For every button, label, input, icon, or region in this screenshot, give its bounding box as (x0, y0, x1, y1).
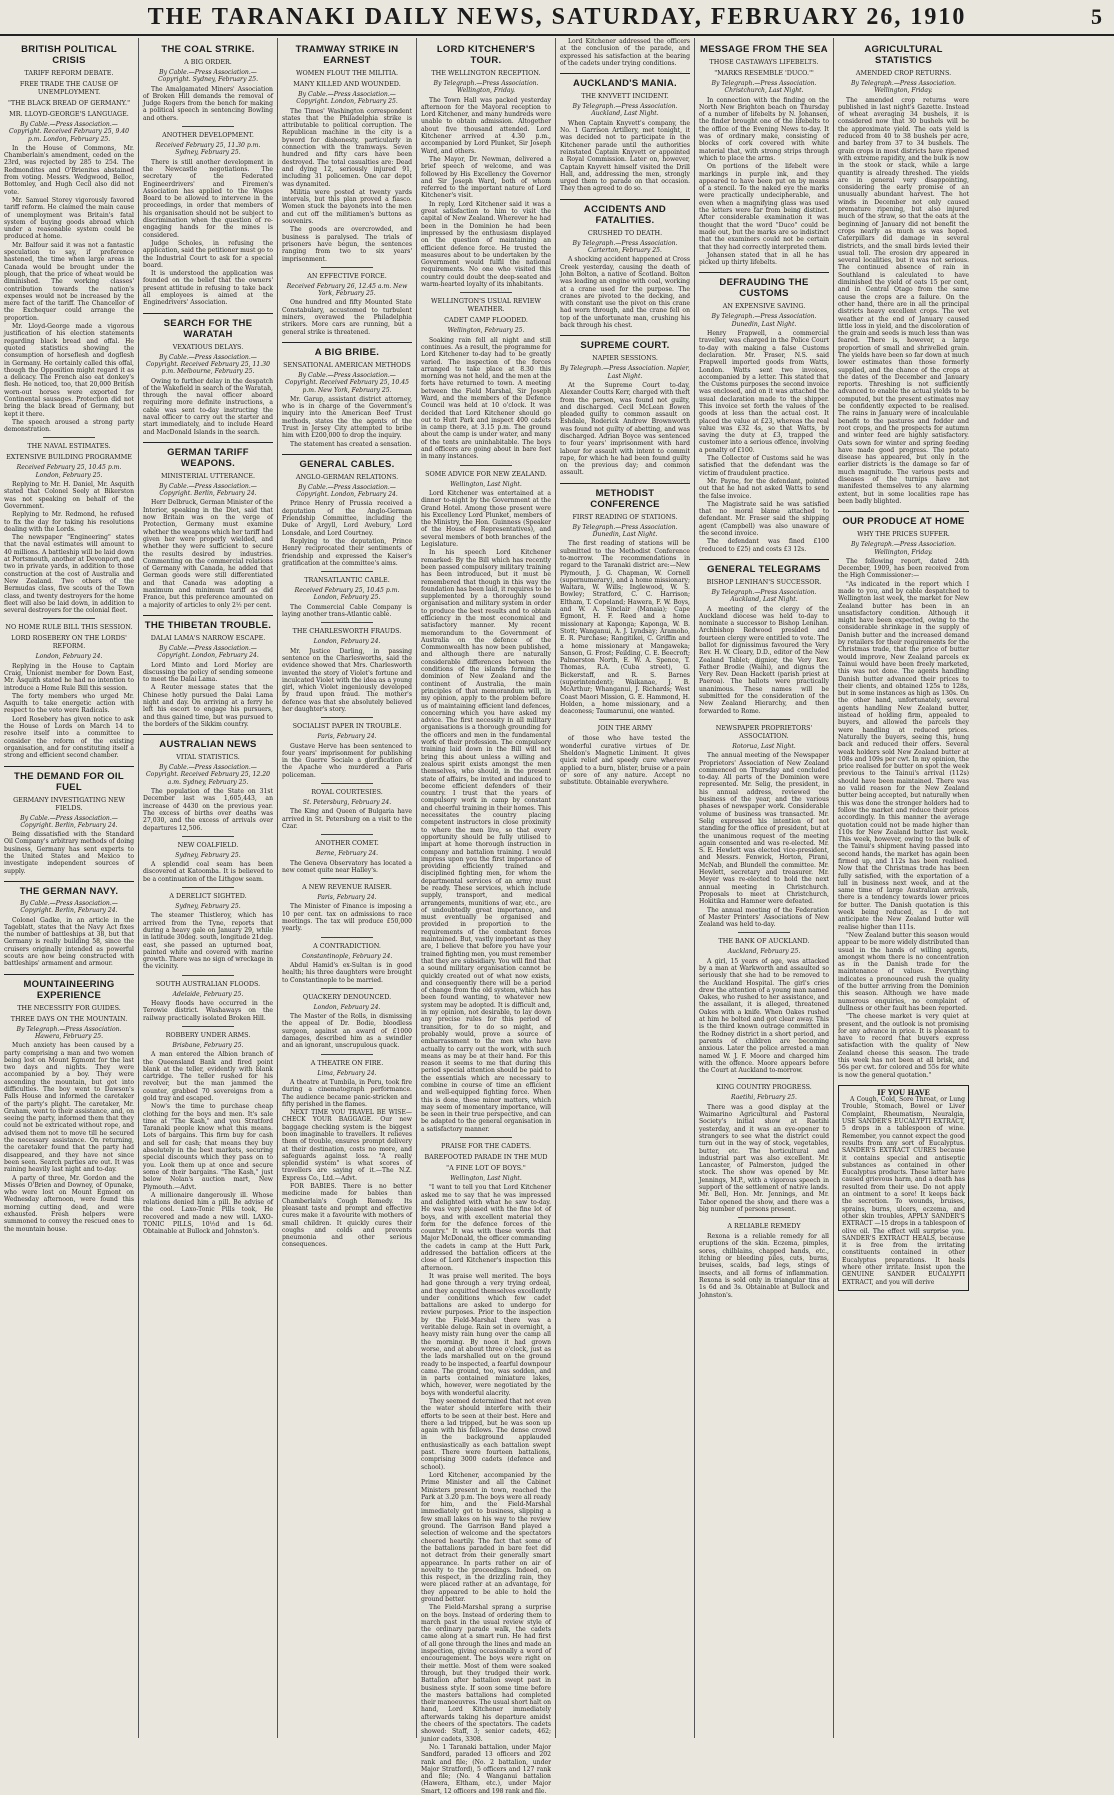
article-byline: By Telegraph.—Press Association. Christchurch, Last Night. (711, 80, 817, 95)
article-paragraph: The Commercial Cable Company is laying another trans-Atlantic cable. (282, 603, 412, 619)
article-byline: By Telegraph.—Press Association. Wellington, Friday. (851, 80, 956, 95)
article-subheading: ANOTHER DEVELOPMENT. (162, 131, 254, 140)
article-subheading: NAPIER SESSIONS. (592, 354, 658, 363)
article-headline: GERMAN TARIFF WEAPONS. (143, 442, 273, 469)
article-headline: TRAMWAY STRIKE IN EARNEST (295, 44, 399, 66)
article-paragraph: The Minister of Finance is imposing a 10 per cent. tax on admissions to race meetings. The tax will produce £50,000 yearly. (282, 903, 412, 933)
article-paragraph: Prince Henry of Prussia received a deputation of the Anglo-German Friendship Committee, including the Duke of Argyll, Lord Avebury, Lord Lonsdale, and Lord Courtney. (282, 500, 412, 537)
article-headline: AGRICULTURAL STATISTICS (864, 44, 943, 66)
article-subheading: SOCIALIST PAPER IN TROUBLE. (292, 722, 402, 731)
article (560, 38, 690, 67)
section-rule (738, 932, 790, 933)
article-byline: London, February 24. (313, 1003, 381, 1011)
section-rule (43, 437, 95, 438)
article-subheading: THE WELLINGTON RECEPTION. (431, 69, 541, 77)
article-byline: Constantinople, February 24. (301, 952, 393, 960)
article-paragraph: The Mayor, Dr. Newman, delivered a brief speech of welcome, and was followed by His Excellency the Governor and Sir Joseph Ward, both of whom referred to the important nature of Lord Kitchener's visit. (421, 155, 551, 200)
article-subheading: "MARKS RESEMBLE 'DUCO.'" (714, 69, 814, 77)
article-subheading: SOUTH AUSTRALIAN FLOODS. (155, 979, 261, 988)
article (282, 622, 412, 713)
article-subheading: NEW COALFIELD. (177, 840, 239, 849)
article-subheading: FIRST READING OF STATIONS. (572, 512, 678, 521)
article-paragraph: FOR BABIES. There is no better medicine made for babies than Chamberlain's Cough Remedy. Its pleasant taste and prompt and effective cures make it a favourite with mothers of small children. It quickly cures their coughs and colds and prevents pneumonia and other serious consequences. (282, 1183, 412, 1249)
article-byline: Paris, February 24. (317, 894, 377, 902)
article-paragraph: Mr. Payne, for the defendant, pointed out that he had not asked Watts to send the false invoice. (699, 477, 829, 500)
article (282, 267, 412, 336)
article-subheading: LORD ROSEBERY ON THE LORDS' REFORM. (11, 634, 127, 651)
article-paragraph: At the Supreme Court to-day, Alexander Coutts Kerr, charged with theft from the person, was found not guilty, and discharged. Cecil McLean Bowen pleaded guilty to common assault on Eshdale, Roderick Andrew Brownworth was found not guilty of abetting, and was discharged. Adrian Boyce was sentenced to four years' imprisonment with hard labour for assault with intent to commit rape, for which he had been found guilty on the previous day; and common assault. (560, 381, 690, 477)
article-paragraph: Lord Rosebery has given notice to ask the House of Lords on March 14 to resolve itself into a committee to consider the reform of the existing organisation, and for constituting itself a strong and efficient second chamber. (4, 715, 134, 760)
article-byline: Wellington, Last Night. (450, 1175, 522, 1183)
article-byline: Received February 25, 10.45 p.m. London, February 25. (294, 587, 400, 602)
page-number: 5 (1091, 4, 1104, 29)
article-subheading: A CONTRADICTION. (313, 941, 381, 950)
article-paragraph: Henry Frapwell, a commercial traveller, was charged in the Police Court to-day with making a false Customs declaration. Mr. Fraser, N.S. said Frapwell imported goods from Watts, London. Watts sent two invoices, accompanied by a letter. This stated that the Customs purposes the second invoice was enclosed, and on it was attached the usual declaration made to the shipper. This invoice set forth the values of the goods at less than the actual cost. It placed the value at £23, whereas the real value was £32 4s, so that Watts, by saving the duty at £3, trapped the customer into a serious offence, involving a penalty of £100. (699, 330, 829, 454)
article (560, 335, 690, 476)
section-rule (321, 834, 373, 835)
article (421, 44, 551, 288)
article-byline: Received February 26, 12.45 a.m. New York, February 25. (286, 282, 408, 298)
article-paragraph: The Times' Washington correspondent states that the Philadelphia strike is attributable to political corruption. The Republican machine in the city is a byword for dishonesty, particularly in connection with the tramways. Seven hundred and fifty cars have been destroyed. The total casualties are: Dead and dying 12, seriously injured 91, including 31 policemen. One car depot was dynamited. (282, 107, 412, 188)
article (699, 44, 829, 266)
article (282, 454, 412, 567)
article-paragraph: The Amalgamated Miners' Association of Broken Hill demands the removal of Judge Rogers from the bench for making a political speech in sentencing Bowling and others. (143, 85, 273, 122)
article-headline: THE GERMAN NAVY. (4, 881, 134, 897)
article-headline: ACCIDENTS AND FATALITIES. (560, 199, 690, 226)
article (560, 483, 690, 716)
article-subheading: KING COUNTRY PROGRESS. (716, 1083, 812, 1092)
article-paragraph: On portions of the lifebelt were markings in purple ink, and they appeared to have been put on by means of a stencil. To the naked eye the marks were practically undecipherable, and even when a magnifying glass was used the letters were far from being distinct. After considerable examination it was thought that the word "Duco" could be made out, but the marks are so indistinct that the examiners could not be certain that they had correctly interpreted them. (699, 163, 829, 251)
article-subheading: WELLINGTON'S USUAL REVIEW WEATHER. (431, 297, 541, 314)
article-byline: By Telegraph.—Press Association. Dunedin, Last Night. (572, 523, 678, 539)
article (699, 1078, 829, 1213)
article-paragraph: "I want to tell you that Lord Kitchener asked me to say that he was impressed and delighted with what he saw to-day. He was very pleased with the fine lot of boys, and with excellent material they form for the defence forces of the country." It was with these words that Major McDonald, the officer commanding the cadets in camp at the Hutt Park, addressed the battalion officers at the close of Lord Kitchener's inspection this afternoon. (421, 1184, 551, 1272)
article-subheading: WOMEN FLOUT THE MILITIA. (295, 69, 399, 77)
article-paragraph: NEXT TIME YOU TRAVEL BE WISE—CHECK YOUR BAGGAGE. Our new baggage checking system is the biggest boon imaginable to travellers. It relieves them of trouble, ensures prompt delivery at their destination, costs no more, and safeguards against loss. "A really splendid system" is what scores of travellers are saying of it.—The N.Z. Express Co., Ltd.—Advt. (282, 1109, 412, 1182)
article (143, 615, 273, 728)
article-byline: By Cable.—Press Association.—Copyright. Berlin, February 24. (159, 482, 257, 498)
article-paragraph: The statement has created a sensation. (290, 440, 412, 448)
section-rule (738, 1078, 790, 1079)
article-byline: By Cable.—Press Association.—Copyright. Received February 25, 11.30 p.m. Melbourne, February 25. (146, 353, 270, 376)
article-subheading: ANGLO-GERMAN RELATIONS. (295, 472, 399, 481)
article-byline: By Cable.—Press Association.—Copyright. Received February 25, 10.45 p.m. New York, February 25. (285, 371, 409, 394)
article-byline: By Cable.—Press Association.—Copyright. Berlin, February 24. (20, 814, 118, 829)
article (560, 199, 690, 330)
article-subheading: FREE TRADE THE CAUSE OF UNEMPLOYMENT. (19, 80, 119, 96)
section-rule (599, 719, 651, 720)
advertisement (838, 1085, 969, 1291)
article-subheading: ROYAL COURTESIES. (311, 788, 383, 797)
article-subheading: THE CHARLESWORTH FRAUDS. (292, 627, 402, 636)
article (838, 44, 969, 505)
article-paragraph: Colonel Gadke, in an article in the Tageblatt, states that the Navy Act fixes the number of battleships at 38, but that Germany is really building 58, since the cruisers originally intended as powerful scouts are now being constructed with battleships' armament and armour. (4, 916, 134, 968)
advertisement-heading: IF YOU HAVE (877, 1087, 930, 1097)
column-7 (834, 38, 973, 1738)
article-subheading: SENSATIONAL AMERICAN METHODS (283, 360, 411, 369)
section-rule (182, 887, 234, 888)
article-paragraph: A theatre at Tumbila, in Peru, took fire during a cinematograph performance. The audience became panic-stricken and fifty perished in the flames. (282, 1078, 412, 1108)
article-byline: By Telegraph.—Press Association. Dunedin, Last Night. (711, 313, 817, 328)
article-byline: By Telegraph.—Press Association. Hawera, February 25. (16, 1025, 122, 1040)
article-paragraph: The newspaper "Engineering" states that the naval estimates will amount to 40 millions. A battleship will be laid down at Portsmouth, another at Devonport, and two in private yards, in addition to those construction at the cost of Australia and New Zealand. Two others of the Bermudas class, five scouts of the Town class, and twenty destroyers for the home fleet will also be laid down, in addition to several destroyers for the colonial fleet. (4, 534, 134, 615)
article-byline: London, February 24. (313, 638, 381, 646)
article-headline: AUSTRALIAN NEWS (143, 734, 273, 750)
article-paragraph: They seemed determined that not even the water should interfere with their efforts to be seen at their best. Here and there a lad tripped, but he was soon up again with his fellows. The dense crowd in the background applauded enthusiastically as each battalion swept past. There were fourteen battalions, comprising 3000 cadets (defence and school). (421, 1397, 551, 1471)
article-subheading: AMENDED CROP RETURNS. (855, 69, 952, 77)
article-paragraph: The forty members who urged Mr. Asquith to take energetic action with respect to the veto were Radicals. (4, 692, 134, 715)
article-subheading: TARIFF REFORM DEBATE. (24, 69, 114, 77)
article (282, 937, 412, 984)
section-rule (321, 878, 373, 879)
section-rule (321, 571, 373, 572)
article-paragraph: In reply, Lord Kitchener said it was a great satisfaction to him to visit the capital of New Zealand. Wherever he had been in the Dominion he had been impressed by the enthusiasm displayed on the question of maintaining an efficient defence force. He trusted the measures about to be undertaken by the Government would fulfil the national requirements. No one who visited this country could doubt the deep-seated and warm-hearted loyalty of its inhabitants. (421, 200, 551, 289)
section-rule (460, 1137, 512, 1138)
article-headline: BRITISH POLITICAL CRISIS (21, 44, 117, 66)
article-headline: THE COAL STRIKE. (161, 44, 255, 55)
article-paragraph: A shocking accident happened at Cross Creek yesterday, causing the death of John Bolton, a native of Scotland. Bolton was leading an engine with coal, working at a crane used for the purpose. The cranes are pivoted to the decking, and with constant use the pivot on this crane had worn through, and the crane fell on top of the unfortunate man, crushing his back through his chest. (560, 256, 690, 330)
article-headline: DEFRAUDING THE CUSTOMS (699, 272, 829, 299)
article-paragraph: Being dissatisfied with the Standard Oil Company's arbitrary methods of doing business, Germany has sent experts to the United States and Mexico to investigate independent sources of supply. (4, 831, 134, 875)
article-paragraph: Mr. Samuel Storey vigorously favored tariff reform. He claimed the main cause of unemployment was Britain's fatal system of buying goods abroad which under a reasonable system could be produced at home. (4, 196, 134, 241)
article-paragraph: Lord Kitchener, accompanied by the Prime Minister and all the Cabinet Ministers present in town, reached the Park at 3.20 p.m. The boys were all ready for him, and the Field-Marshal immediately got to business, slipping a few small lakes on his way to the review ground. The Garrison Band played a selection of welcome and the spectators cheered heartily. The fact that some of the battalions paraded in bare feet did not detract from their generally smart appearance. In parts rather on air of novelty to the proceedings. Indeed, on this respect, in the drizzling rain, they were placed rather at an advantage, for they appeared to be able to hold the ground better. (421, 1471, 551, 1603)
article-paragraph: There is still another development in the Newcastle negotiations. The secretary of the Federated Engineerdrivers' and Firemen's Association has applied to the Wages Board to be allowed to intervene in the proceedings, in order that members of his organisation should not be subject to discrimination when the question of re-engaging hands for the mines is considered. (143, 158, 273, 239)
article-byline: By Cable.—Press Association.—Copyright. London, February 24. (296, 483, 398, 499)
article-paragraph: Johansen stated that in all he has picked up thirty lifebelts. (699, 251, 829, 267)
article-paragraph: The steamer Thistleroy, which has arrived from the Tyne, reports that during a heavy gale on January 29, while in latitude 30deg. south, longitude 21deg. east, she passed an upturned boat, painted white and covered with marine growth. There was no sign of wreckage in the vicinity. (143, 912, 273, 971)
article-subheading: TRANSATLANTIC CABLE. (304, 576, 390, 585)
column-2 (139, 38, 278, 1738)
article (699, 272, 829, 553)
article-subheading: QUACKERY DENOUNCED. (302, 992, 392, 1001)
article-headline: OUR PRODUCE AT HOME (838, 511, 969, 527)
article-paragraph: Replying in the House to Captain Craig, Unionist member for Down East, Mr. Asquith stated he had no intention to introduce a Home Rule Bill this session. (4, 662, 134, 692)
article-paragraph: Lord Minto and Lord Morley are discussing the policy of sending someone to meet the Dalai Lama. (143, 661, 273, 684)
column-1 (0, 38, 139, 1738)
article-paragraph: The Master of the Rolls, in dismissing the appeal of Dr. Bodie, bloodless surgeon, against an award of £1000 damages, described him as a swindler and an ignorant, unscrupulous quack. (282, 1013, 412, 1050)
article-subheading: A DERELICT SIGHTED. (169, 892, 247, 901)
article-subheading: A RELIABLE REMEDY (727, 1222, 801, 1231)
article-headline: MOUNTAINEERING EXPERIENCE (4, 974, 134, 1001)
article-paragraph: Much anxiety has been caused by a party comprising a man and two women being lost on Mount Egmont for the last two days and nights. They were accompanied by a boy. They were ascending the mountain, but got into difficulties. The boy went to Dawson's Falls House and informed the caretaker of the party's plight. The caretaker, Mr. Graham, went to their assistance, and, on seeing the party, informed them that they could not be extricated without rope, and advised them not to move till he secured the necessary assistance. On returning, the caretaker found that the party had disappeared, and they have not since been seen. Search parties are out. It was raining heavily last night and to-day. (4, 1042, 134, 1174)
article-byline: Sydney, February 25. (175, 851, 241, 859)
article (282, 1054, 412, 1249)
article (4, 437, 134, 614)
article-paragraph: Replying to Mr. Redmond, he refused to fix the day for taking his resolutions dealing with the Lords. (4, 511, 134, 533)
article-paragraph: Mr. Garup, assistant district attorney, who is in charge of the Government's inquiry into the American Beef Trust methods, states the the agents of the Trust in Jersey City attempted to bribe him with £200,000 to drop the inquiry. (282, 395, 412, 440)
article-subheading: THE BANK OF AUCKLAND. (718, 937, 810, 946)
article-subheading: THE KNYVETT INCIDENT. (581, 92, 669, 101)
article (560, 73, 690, 193)
article-subheading: GERMANY INVESTIGATING NEW FIELDS. (13, 795, 125, 812)
article (143, 442, 273, 609)
section-rule (182, 126, 234, 127)
article-subheading: THREE DAYS ON THE MOUNTAIN. (10, 1014, 128, 1023)
column-4 (417, 38, 556, 1795)
article (4, 881, 134, 968)
section-rule (738, 719, 790, 720)
article-paragraph: In the House of Commons, Mr. Chamberlain's amendment, ceded on the 23rd, was rejected by 285 to 254. The Redmondites and O'Brienites abstained from voting. Messrs. Wedgwood, Belloc, Bottomley, and Hugh Cecil also did not vote. (4, 144, 134, 196)
article-byline: By Telegraph.—Press Association. Wellington, Friday. (433, 80, 539, 95)
article-headline: SEARCH FOR THE WARATAH (143, 313, 273, 340)
article-headline: MESSAGE FROM THE SEA (700, 44, 828, 55)
article (143, 1026, 273, 1236)
section-rule (182, 1026, 234, 1027)
article-paragraph: The population of the State on 31st December last was 1,605,443, an increase of 4430 on the previous year. The excess of births over deaths was 27,030, and the excess of arrivals over departures 12,506. (143, 788, 273, 832)
article-subheading: PRAISE FOR THE CADETS. (440, 1142, 532, 1151)
article-subheading: VEXATIOUS DELAYS. (172, 342, 244, 351)
article-subheading: SOME ADVICE FOR NEW ZEALAND. (425, 469, 547, 478)
masthead-title: THE TARANAKI DAILY NEWS, SATURDAY, FEBRUARY 26, 1910 (147, 3, 967, 30)
article (4, 766, 134, 875)
article (421, 292, 551, 460)
article-paragraph: The King and Queen of Bulgaria have arrived in St. Petersburg on a visit to the Czar. (282, 808, 412, 830)
article-paragraph: A man entered the Albion branch of the Queensland Bank and fired point blank at the teller, evidently with blank cartridge. The teller rushed for his revolver, but the man jammed the counter, grabbed 70 sovereigns from a gold tray and escaped. (143, 1051, 273, 1102)
article-paragraph: It is understood the application was founded on the belief that the owners' present attitude in refusing to take back all employees is aimed at the Enginedrivers' Association. (143, 270, 273, 307)
article-paragraph: The first reading of stations will be submitted to the Methodist Conference to-morrow. The recommendations in regard to the Taranaki district are:—New Plymouth, J. G. Chapman, W. Cornell (supernumerary), and a home missionary; Waitara, W. Wills; Inglewood, W. S. Bowley; Stratford, C. C. Harrison; Eltham, T. Copeland; Hawera, F. W. Boys, and W. A. Sinclair (Manaia); Cape Egmont, H. F. Reed and a home missionary at Kaponga; Kaponga, W. B. Stott; Wanganui, A. J. Lyndsay; Aramoho, E. R. Purchase; Rangitikei, C. Griffin and a home missionary at Mangaweka; Sanson, G. Frost; Feilding, C. E. Beecroft; Palmerston North, E. W. A. Spence, T. Thomas, R.A. (Cuba street), G. Bickerstaff, and R. S. Barnes (superintendent); Waikanae, J. B. McArthur; Whanganui, J. Richards; West Coast Maori Mission, G. E. Hammond, H. Holden, a home missionary, and a deaconess; Taumarunui, one wanted. (560, 540, 690, 716)
article-paragraph: When Captain Knyvett's company, the No. 1 Garrison Artillery, met tonight, it was decided not to participate in the Kitchener parade until the authorities reinstated Captain Knyvett or appointed a Royal Commission. Later on, however, Captain Knyvett himself visited the Drill Hall, and, addressing the men, strongly urged them to parade on that occasion. They then agreed to do so. (560, 119, 690, 193)
article (4, 44, 134, 433)
article-paragraph: A girl, 15 years of age, was attacked by a man at Warkworth and assaulted so seriously that she had to be removed to the Auckland Hospital. The girl's cries drew the attention of a young man named Oakes, who rushed to her assistance, and the assailant, it is alleged, threatened Oakes with a knife. When Oakes rushed at him he bolted and got clear away. This is the third known outrage committed in the Rodney district in a short period, and parents of children are becoming anxious. Later the police arrested a man named W. J. F. Moore and charged him with the offence. Moore appears before the Court at Auckland to-morrow. (699, 957, 829, 1075)
article-subheading: A NEW REVENUE RAISER. (302, 883, 392, 892)
article-headline: LORD KITCHENER'S TOUR. (436, 44, 536, 66)
article (282, 988, 412, 1050)
article-paragraph: Replying to Mr. H. Daniel, Mr. Asquith stated that Colonel Seely at Bikerston was not speaking on behalf of the Government. (4, 481, 134, 510)
article-subheading: DALAI LAMA'S NARROW ESCAPE. (150, 633, 266, 642)
article-byline: By Cable.—Press Association.—Copyright. Received February 25, 12.20 a.m. Sydney, February 25. (146, 764, 270, 786)
article-byline: Lima, February 24. (317, 1069, 377, 1077)
article-byline: Berne, February 24. (315, 850, 379, 858)
article-byline: Wellington, Last Night. (450, 480, 522, 488)
article (4, 618, 134, 759)
article-paragraph: Militia were posted at twenty yards intervals, but this plan proved a fiasco. Women stuck the bayonets into the men and cut off the militiamen's buttons as souvenirs. (282, 188, 412, 226)
article-headline: GENERAL CABLES. (282, 454, 412, 470)
article-paragraph: It was praise well merited. The boys had gone through a very trying ordeal, and they acquitted themselves excellently under conditions which few cadet battalions are asked to undergo for review purposes. Prior to the inspection by the Field-Marshal there was a veritable deluge. Rain set in overnight, a heavy misty rain hung over the camp all the morning. By noon it had grown worse, and at about three o'clock, just as the lads marshalled out on the ground ready to be inspected, a fearful downpour came. The ground, too, was sodden, and in parts contained miniature lakes, which, however, were negotiated by the boys with wonderful alacrity. (421, 1272, 551, 1397)
article-paragraph: Owing to further delay in the despatch of the Wakefield in search of the Waratah, through the naval officer aboard requiring more definite instructions, a cable was sent to-day instructing the naval officer to carry out the starter and start immediately, and to include Heard and MacDonald Islands in the search. (143, 377, 273, 436)
article (699, 1217, 829, 1299)
article-paragraph: A Reuter message states that the Chinese hotly pursued the Dalai Lama night and day. On arriving at a ferry he left his escort to engage his pursuers, and thus gained time, but was pursued to the borders of the Sikkim country. (143, 684, 273, 728)
article-paragraph: Mr. Balfour said it was not a fantastic speculation to say, if preference hastened, the time when large areas in Canada would be brought under the plough, that the price of wheat would be diminished. The working classes' contribution towards the nation's expenses would not be increased by the mere fact of the tariff. The Chancellor of the Exchequer could arrange the proportion. (4, 241, 134, 322)
article (282, 834, 412, 874)
article-byline: By Telegraph.—Press Association. Auckland, Last Night. (572, 103, 678, 118)
article-paragraph: "As indicated in the report which I made to you, and by cable despatched to Wellington last week, the market for New Zealand butter has been in an unsatisfactory condition. Although it might have been expected, owing to the considerable shrinkage in the supply of Danish butter and the increased demand by retailers for their requirements for the Christmas trade, that the price of butter would improve, New Zealand parcels ex Tainui would have been freely marketed, this was not done. The agents handling Danish butter advanced their prices to their clients, and obtained 125s to 128s, but in some instances as high as 130s. On the other hand, unfortunately, several agents handling New Zealand butter, instead of holding firm, appealed to buyers, and allowed the parcels they were handling at reduced prices. Naturally the buyers, seeing this, hung back and reduced their offers. Several weak holders sold New Zealand butter at 108s and 109s per cwt. In my opinion, the price realised for butter on spot the week previous to the Tainui's arrival (112s) should have been maintained. There was no valid reason for the New Zealand butter being accepted, but naturally when this was done the stronger holders had to follow the market and reduce their prices accordingly. In this manner the average quotation could not be made higher than 110s for New Zealand butter last week. This week, however, owing to the bulk of the Tainui's shipment having passed into second hands, the market has again been firmed up, and 112s has been realised. Now that the Christmas trade has been fully satisfied, with the exportation of a lull in business next week, and at the same time of large Australian arrivals, there is a tendency towards lower prices for butter. The Danish quotation is this week being reduced, as I do not anticipate the New Zealand butter will realise higher than 111s. (838, 580, 969, 931)
article (282, 342, 412, 448)
article (699, 559, 829, 715)
section-rule (321, 622, 373, 623)
article-byline: By Cable.—Press Association.—Copyright. Berlin, February 24. (20, 899, 118, 915)
article-paragraph: Lord Kitchener addressed the officers at the conclusion of the parade, and expressed his satisfaction at the bearing of the cadets under trying conditions. (560, 38, 690, 67)
article-paragraph: "The cheese market is very quiet at present, and the outlook is not promising for any advance in price. It is pleasant to have to record that buyers express satisfaction with the quality of New Zealand cheese this season. The trade this week has not been at all brisk, and 56s per cwt. for colored and 55s for white is now the general quotation." (838, 1013, 969, 1079)
article-paragraph: A meeting of the clergy of the Auckland diocese was held to-day to nominate a successor to Bishop Lenihan. Archbishop Redwood presided and fourteen clergy were entitled to vote. The ballot for dignissimus favoured the Very Rev. H. W. Cleary, D.D., editor of the New Zealand Tablet; dignior, the Very Rev. Father Brodie (Waihi), and dignus the Very Rev. Dean Hackett (parish priest at Paeroa). The ballots were practically unanimous. These names will be submitted for the consideration of the New Zealand Hierarchy, and then forwarded to Rome. (699, 605, 829, 715)
masthead (0, 0, 1114, 36)
article-paragraph: The Town Hall was packed yesterday afternoon for the Mayoral reception to Lord Kitchener, and many hundreds were unable to obtain admission. Altogether about five thousand attended. Lord Kitchener arrived at 4.30 p.m., accompanied by Lord Plunket, Sir Joseph Ward, and others. (421, 96, 551, 155)
article-paragraph: The goods are overcrowded, and business is paralysed. The trials of prisoners have begun, the sentences ranging from two to six years' imprisonment. (282, 226, 412, 263)
article-subheading: A BIG ORDER. (184, 58, 232, 66)
article (699, 932, 829, 1074)
article-subheading: MANY KILLED AND WOUNDED. (293, 80, 401, 88)
article-paragraph: In connection with the finding on the North New Brighton beach on Thursday of a number of lifebelts by N. Johansen, the finder brought one of the lifebelts to the office of the Evening News to-day. It was of ordinary make, consisting of blocks of cork covered with white material that, with strong strips through which to place the arms. (699, 96, 829, 162)
article-paragraph: "New Zealand butter this season would appear to be more widely distributed than usual in the hands of willing agents, amongst whom there is no concentration as in the Danish trade for the maintenance of values. Everything indicates a pronounced rush the quality of the butter arriving from the Dominion this season. Although we have made numerous enquiries, no complaint of dullness or other fault has been reported. (838, 931, 969, 1012)
article-paragraph: A party of three, Mr. Gordon and the Misses O'Brien and Downey, of Opunake, who were lost on Mount Egmont on Wednesday afternoon, were found this morning cutting dead, and were exhausted. Fresh helpers were summoned to convey the rescued ones to the mountain house. (4, 1174, 134, 1233)
article (282, 783, 412, 830)
article-subheading: CADET CAMP FLOODED. (444, 316, 528, 325)
article-subheading: BAREFOOTED PARADE IN THE MUD (424, 1153, 548, 1162)
article-subheading: AN EXPENSIVE SAVING. (722, 302, 806, 311)
article-paragraph: of those who have tested the wonderful curative virtues of Dr. Sheldon's Magnetic Liniment. It gives quick relief and speedy cure wherever applied to a burn, blister, bruise or a pain or sore of any nature. Accept no substitute. Obtainable everywhere. (560, 735, 690, 787)
section-rule (321, 937, 373, 938)
article-byline: Received February 25, 11.30 p.m. Sydney, February 25. (155, 142, 261, 157)
section-rule (460, 292, 512, 293)
article (282, 878, 412, 932)
article-subheading: THE NAVAL ESTIMATES. (27, 442, 111, 451)
article-byline: By Telegraph.—Press Association. Carterton, February 25. (572, 239, 678, 255)
article-byline: By Cable.—Press Association.—Copyright. Sydney, February 25. (157, 69, 259, 84)
article-byline: Received February 25, 10.45 p.m. London, February 25. (16, 464, 122, 479)
article-subheading: "A FINE LOT OF BOYS." (446, 1164, 526, 1173)
article-paragraph: Soaking rain fell all night and still continues. As a result, the programme for Lord Kitchener to-day had to be greatly varied. The inspection of the forces arranged to take place at 8.30 this morning was not held, and the men at the forts have returned to town. A meeting between the Field Marshal, Sir Joseph Ward, and the members of the Defence Council was held at 10 o'clock. It was decided that Lord Kitchener should go out to Hutt Park and inspect 400 cadets in camp there, at 3.15 p.m. The ground about the camp is under water, and many of the tents are uninhabitable. The boys and officers are going about in bare feet in many instances. (421, 336, 551, 461)
section-rule (43, 618, 95, 619)
article-subheading: A THEATRE ON FIRE. (310, 1058, 384, 1067)
section-rule (321, 783, 373, 784)
article-byline: By Cable.—Press Association.—Copyright. Received February 25, 9.40 p.m. London, February 25. (8, 121, 130, 143)
section-rule (321, 267, 373, 268)
article-subheading: JOIN THE ARMY (597, 724, 653, 733)
article-paragraph: Now's the time to purchase cheap clothing for the boys and men. It's sale time at "The Kash," and you Stratford Taranaki people know what this means. Lots of bargains. This firm buy for cash and sell for cash; that means they buy absolutely in the best markets, securing special discounts which they pass on to you. Look them up at once and secure some of their bargains. "The Kash," just below Nolan's auction mart, New Plymouth.—Advt. (143, 1103, 273, 1191)
article-paragraph: The speech aroused a strong party demonstration. (4, 418, 134, 434)
section-rule (460, 465, 512, 466)
article-byline: Auckland, February 25. (727, 948, 801, 956)
article-paragraph: The Geneva Observatory has located a new comet quite near Halley's. (282, 859, 412, 874)
article-byline: By Cable.—Press Association.—Copyright. London, February 24. (157, 644, 259, 660)
article-headline: SUPREME COURT. (560, 335, 690, 351)
article-paragraph: No. 1 Taranaki battalion, under Major Sandford, paraded 13 officers and 202 rank and file; (No. 2 battalion, under Major Stratford), 5 officers and 127 rank and file; (No. 4 Wanganui battalion (Hawera, Eltham, etc.), under Major Smart, 12 officers and 198 rank and file. (421, 1743, 551, 1795)
section-rule (321, 1054, 373, 1055)
article-headline: AUCKLAND'S MANIA. (560, 73, 690, 89)
article (143, 126, 273, 307)
article-paragraph: A splendid coal seam has been discovered at Katoomba. It is believed to be a continuation of the Lithgow seam. (143, 861, 273, 883)
article-subheading: CRUSHED TO DEATH. (587, 228, 663, 237)
article-paragraph: The annual meeting of the Newspaper Proprietors' Association of New Zealand commenced on Thursday and concluded to-day. All parts of the Dominion were represented. Mr. Selig, the president, in his annual address, reviewed the business of the year, and the various phases of newspaper work. Considerable volume of business was transacted. Mr. Selig expressed his intention of not standing for the office of president, but at the unanimous request of the meeting again consented and was re-elected. Mr. S. E. Hewlett was elected vice-president, and Messrs. Fenwick, Horton, Pirani, McNab, and Blundell the committee. Mr. Hewlett, secretary and treasurer. Mr. Meyer was re-elected to hold the next annual meeting in Christchurch. Proposals to meet at Christchurch, Hokitika and Hamner were defeated. (699, 752, 829, 906)
article-paragraph: Abdul Hamid's ex-Sultan is in good health; his three daughters were brought to Constantinople to be married. (282, 961, 412, 984)
article-paragraph: Lord Kitchener was entertained at a dinner to-night by the Government at the Grand Hotel. Among those present were his Excellency Lord Plunket, members of the Ministry, the Hon. Guinness (Speaker of the House of Representatives), and several members of both branches of the Legislature. (421, 489, 551, 549)
article (143, 313, 273, 436)
article-paragraph: There was a good display at the Waimarino Agricultural and Pastoral Society's initial show at Raetihi yesterday, and it was an eye-opener to strangers to see what the district could turn out in the way of stock, vegetables, butter, etc. The horticultural and industrial part was also excellent. Mr. Lancaster, of Palmerston, judged the stock. The show was opened by Mr. Jennings, M.P., with a vigorous speech in support of the settlement of native lands. Mr. Bell, Hon. Mr. Jennings, and Mr. Tabor opened the show, and there was a big number of persons present. (699, 1103, 829, 1213)
article-subheading: THE NECESSITY FOR GUIDES. (17, 1003, 121, 1012)
section-rule (182, 836, 234, 837)
article (838, 511, 969, 1079)
article-paragraph: Gustave Herve has been sentenced to four years' imprisonment for publishing in the Guerre Sociale a glorification of the Apache who murdered a Paris policeman. (282, 742, 412, 779)
article-subheading: MINISTERIAL UTTERANCE. (160, 471, 255, 480)
article-byline: Paris, February 24. (317, 733, 377, 741)
article (143, 887, 273, 971)
article-subheading: NO HOME RULE BILL THIS SESSION. (5, 623, 133, 632)
article (143, 44, 273, 122)
article-paragraph: The Magistrate said he was satisfied that no moral blame attached to defendant. Mr. Fraser said the shipping agent (Campbell) was also unaware of the second invoice. (699, 500, 829, 538)
article-byline: By Telegraph.—Press Association. Auckland, Last Night. (711, 588, 817, 604)
article-subheading: THOSE CASTAWAYS LIFEBELTS. (709, 58, 819, 66)
article-byline: By Telegraph.—Press Association. Napier, Last Night. (560, 365, 690, 380)
section-rule (321, 988, 373, 989)
section-rule (738, 1217, 790, 1218)
article-subheading: ROBBERY UNDER ARMS. (165, 1030, 251, 1039)
article-byline: Sydney, February 25. (175, 903, 241, 911)
article-headline: GENERAL TELEGRAMS (699, 559, 829, 575)
article (4, 974, 134, 1233)
article (143, 734, 273, 832)
article-paragraph: Mr. Lloyd-George made a vigorous justification of his election statements regarding black bread and offal. He quoted statistics showing the consumption of horseflesh and dogflesh in Germany. He certainly called this offal, though the Opposition might regard it as a delicacy. The French also eat donkey's flesh. He noticed, too, that 20,000 British worn-out horses were exported for Continental sausages. Protection did not bring the black bread of Germany, but kept it there. (4, 323, 134, 418)
columns-container (0, 38, 1114, 1795)
article-headline: METHODIST CONFERENCE (560, 483, 690, 510)
section-rule (321, 717, 373, 718)
article-paragraph: Rexona is a reliable remedy for all eruptions of the skin. Eczema, pimples, sores, chilblains, chapped hands, etc., itching or bleeding piles, cuts, burns, bruises, scalds, bad legs, stings of insects, and all forms of inflammation. Rexona is sold only in triangular tins at 1s 6d and 3s. Obtainable at Bullock and Johnston's. (699, 1233, 829, 1299)
article-headline: THE THIBETAN TROUBLE. (143, 615, 273, 631)
article (143, 836, 273, 883)
article-paragraph: The amended crop returns were published in last night's Gazette. Instead of wheat averaging 34 bushels, it is considered now that 30 bushels will be the approximate yield. The oats yield is reduced from 40 to 38 bushels per acre, and barley from 37 to 34 bushels. The grain crops in most districts have ripened with extreme rapidity, and the bulk is now in the stook or stack, while a large quantity is already threshed. The yields are in general very disappointing, considering the early promise of an unusually abundant harvest. The hot winds in December not only caused premature ripening, but also injured much of the straw, so that the oats at the beginning of January did not benefit the crops nearly as much as was hoped. Caterpillars did damage in several districts, and the small birds levied their usual toll. The erosion dry appeared in several localities, but it was not serious. The continued absence of rain in Southland is calculated to have diminished the yield of oats 15 per cent, and in Central Otago from the same cause the crops are a failure. On the other hand, there are in all the principal districts heavy excellent crops. The wet weather at the end of January caused little loss in yield, and the discoloration of the grain and seeds is much less than was feared. There is, however, a large proportion of small and shrivelled grain. The yields have been so far down at much lower estimates than those formerly supplied, and the chance of the crops at the dates of the December and January reports. Threshing is not sufficiently advanced to enable the actual yields to be computed, but the present estimates may be confidently expected to be realised. The rains in January were of incalculable benefit to the pastures and fodder and root crops, and the prospects for autumn and winter feed are highly satisfactory. Oats sown for winter and spring feeding have made good progress. The potato disease has appeared, but only in the earlier districts is the damage so far of much magnitude. The various pests and diseases of the turnips have not manifested themselves to any alarming extent, but in some localities rape has been badly blighted. (838, 96, 969, 505)
column-6 (695, 38, 834, 1738)
article-subheading: MR. LLOYD-GEORGE'S LANGUAGE. (9, 110, 129, 118)
article-paragraph: Heavy floods have occurred in the Terowie district. Washaways on the railway practically isolated Broken Hill. (143, 1000, 273, 1022)
article-subheading: NEWSPAPER PROPRIETORS' ASSOCIATION. (715, 723, 813, 740)
article-subheading: ANOTHER COMET. (315, 839, 379, 848)
section-rule (182, 975, 234, 976)
column-5 (556, 38, 695, 1738)
article-paragraph: In his speech Lord Kitchener remarked: By the Bill which has recently been passed compulsory military training has been introduced, but it must be remembered that though in this way the foundation has been laid, it requires to be supplemented by a thoroughly sound organisation and military system in order to produce the best results and to obtain efficiency in the most economical and satisfactory manner. My recent memorandum to the Government of Australia on the defence of the Commonwealth has now been published, and although there are naturally considerable differences between the conditions of the islands forming the dominion of New Zealand and the continent of Australia, the main principles of that memorandum will, in my opinion, apply to the problem before us of maintaining efficient land defences, concerning which you have asked my advice. The first necessity in all military organisations is a thorough grounding for the officers and men in the fundamental work of their profession. The compulsory training laid down in the Bill will not bring this about unless a willing and zealous spirit exists amongst the men themselves, who should, in the present state of affairs, be invited and induced to become efficient defenders of their country. I trust that the years of compulsory work in camp by constant and cheerful training in their homes. This necessitates the country placing competent instructors in close proximity to where the men live, so that every opportunity should be fully utilised to impart at home thorough instruction in company and battalion training. I would impress upon you the first importance of providing efficiently trained and disciplined fighting men, for whom the departmental services of an army must be ready. These services, which include supply, transport, and medical arrangements, munitions of war, etc., are of undoubtedly great importance, and must eventually be organised and provided in proportion to the requirements of the combatant forces maintained. But, vastly important as they are, I believe that before you have your trained fighting men, you must remember that they are subsidiary. You will find that a sound military organisation cannot be quickly created out of what now exists, and consequently there will be a period of change from the old system, which has been found wanting, to whatever new system may be adopted. It is difficult and, in my opinion, not desirable, to lay down any precise rules for this period of transition, for to do so might, and probably would, prove a source of embarrassment to the men who have actually to carry out the work, with such means as may be at their hand. For this reason it seems to me that during this period special attention should be paid to the essentials which are necessary to combine in course of time an efficient and well-equipped fighting force. When this is done, these minor matters, which may seem of momentary importance, will be seen in their true perspective, and can be adapted to the general organisation in a satisfactory manner. (421, 549, 551, 1133)
article-byline: Raetihi, February 25. (731, 1094, 797, 1102)
article-paragraph: Mr. Justice Darling, in passing sentence on the Charlesworths, said the evidence showed that Mrs. Charlesworth invented the story of Violet's fortune and inculcated Violet with the idea as a young girl, which Violet ingeniously developed by fraud upon fraud. The mother's defence was that she absolutely believed her daughter's story. (282, 647, 412, 713)
article-byline: London, February 24. (35, 653, 103, 661)
article-byline: St. Petersburg, February 24. (302, 799, 392, 807)
article-paragraph: Herr Delbruck, German Minister of the Interior, speaking in the Diet, said that now Britain was on the verge of Protection, Germany must examine whether the weapons which her tariff had given her were properly wielded, and whether they were sufficient to secure the results desired by industries. Commenting on the commercial relations of Germany with Canada, he added that German goods were still differentiated and that Canada was adopting a maximum and minimum tariff as did France, but this preference amounted on a majority of articles to only 2½ per cent. (143, 499, 273, 609)
article-subheading: VITAL STATISTICS. (176, 753, 240, 762)
article-byline: By Cable.—Press Association.—Copyright. London, February 25. (296, 91, 398, 106)
article-paragraph: The defendant was fined £100 (reduced to £25) and costs £3 12s. (699, 538, 829, 553)
article-paragraph: The annual meeting of the Federation of Master Printers' Associations of New Zealand was held to-day. (699, 906, 829, 929)
article (560, 719, 690, 786)
article-paragraph: Judge Scholes, in refusing the application, said the petitioner must go to the Industrial Court to ask for a special board. (143, 239, 273, 269)
article (143, 975, 273, 1022)
article (282, 571, 412, 618)
article-headline: THE DEMAND FOR OIL FUEL (4, 766, 134, 793)
article-paragraph: Replying to the deputation, Prince Henry reciprocated their sentiments of friendship and expressed the Kaiser's gratification at the committee's aims. (282, 537, 412, 567)
article-subheading: BISHOP LENIHAN'S SUCCESSOR. (706, 577, 822, 586)
article-subheading: EXTENSIVE BUILDING PROGRAMME (6, 453, 132, 462)
article (282, 44, 412, 263)
article-byline: Rotorua, Last Night. (732, 742, 796, 750)
advertisement-body: A Cough, Cold, Sore Throat, or Lung Trouble, Stomach, Bowel or Liver Complaint, Rheumatism, Neuralgia, USE SANDER'S EUCALYPTI EXTRACT, 5 drops in a tablespoon of wine. Remember, you cannot expect the good results from any sort of Eucalyptus. SANDER'S EXTRACT CURES because it contains special and antiseptic substances as contained in other Eucalyptus products. These latter have caused grievous harm, and a death has resulted from their use. Do not apply an ointment to a sore! It keeps back the secretion. To wounds, bruises, sprains, burns, ulcers, eczema, and other skin troubles, APPLY SANDER'S EXTRACT —15 drops in a tablespoon of olive oil. The effect will surprise you. SANDER'S EXTRACT HEALS, because it is free from the irritating constituents contained in other Eucalyptus preparations. It heals where other irritate. Insist upon the GENUINE SANDER EUCALYPTI EXTRACT, and you will derive (842, 1096, 965, 1286)
article-subheading: "THE BLACK BREAD OF GERMANY." (7, 99, 131, 107)
article (421, 465, 551, 1133)
column-3 (278, 38, 417, 1738)
article-byline: Brisbane, February 25. (172, 1041, 244, 1049)
article-paragraph: The Collector of Customs said he was satisfied that the defendant was the victim of fraudulent practice. (699, 455, 829, 477)
article-byline: Wellington, February 25. (447, 327, 525, 335)
article-paragraph: A millionaire dangerously ill. Whose relations denied him a pill. Be advise of the cool. Laxo-Tonic Pills took, He recovered and made a new will. LAXO-TONIC PILLS, 10½d and 1s 6d. Obtainable at Bullock and Johnston's. (143, 1191, 273, 1236)
article-byline: By Telegraph.—Press Association. Wellington, Friday. (851, 541, 956, 556)
article-headline: A BIG BRIBE. (282, 342, 412, 358)
article (699, 719, 829, 928)
article (421, 1137, 551, 1795)
article (282, 717, 412, 779)
article-subheading: AN EFFECTIVE FORCE. (307, 271, 387, 280)
article-paragraph: The following report, dated 24th December, 1909, has been received from the High Commissioner:— (838, 557, 969, 580)
article-byline: Adelaide, February 25. (172, 990, 244, 998)
article-paragraph: The Field-Marshal sprang a surprise on the boys. Instead of ordering them to march past in the usual review style of the ordinary parade walk, the cadets came along at a smart run. He had first of all gone through the lines and made an inspection, giving occasionally a word of encouragement. The boys were right on their mettle. Most of them were soaked through, but they trudged their work. Battalion after battalion swept past in business style. If soon some time before the masters battalions had completed their manoeuvres. The usual short halt on hand, Lord Kitchener immediately afterwards taking his departure amidst the cheers of the spectators. The cadets showed: Staff, 3; senior cadets, 462; junior cadets, 3308. (421, 1604, 551, 1743)
article-paragraph: One hundred and fifty Mounted State Constabulary, accustomed to turbulent miners, overawed the Philadelphia strikers. More cars are running, but a general strike is threatened. (282, 299, 412, 336)
article-subheading: WHY THE PRICES SUFFER. (857, 530, 950, 539)
